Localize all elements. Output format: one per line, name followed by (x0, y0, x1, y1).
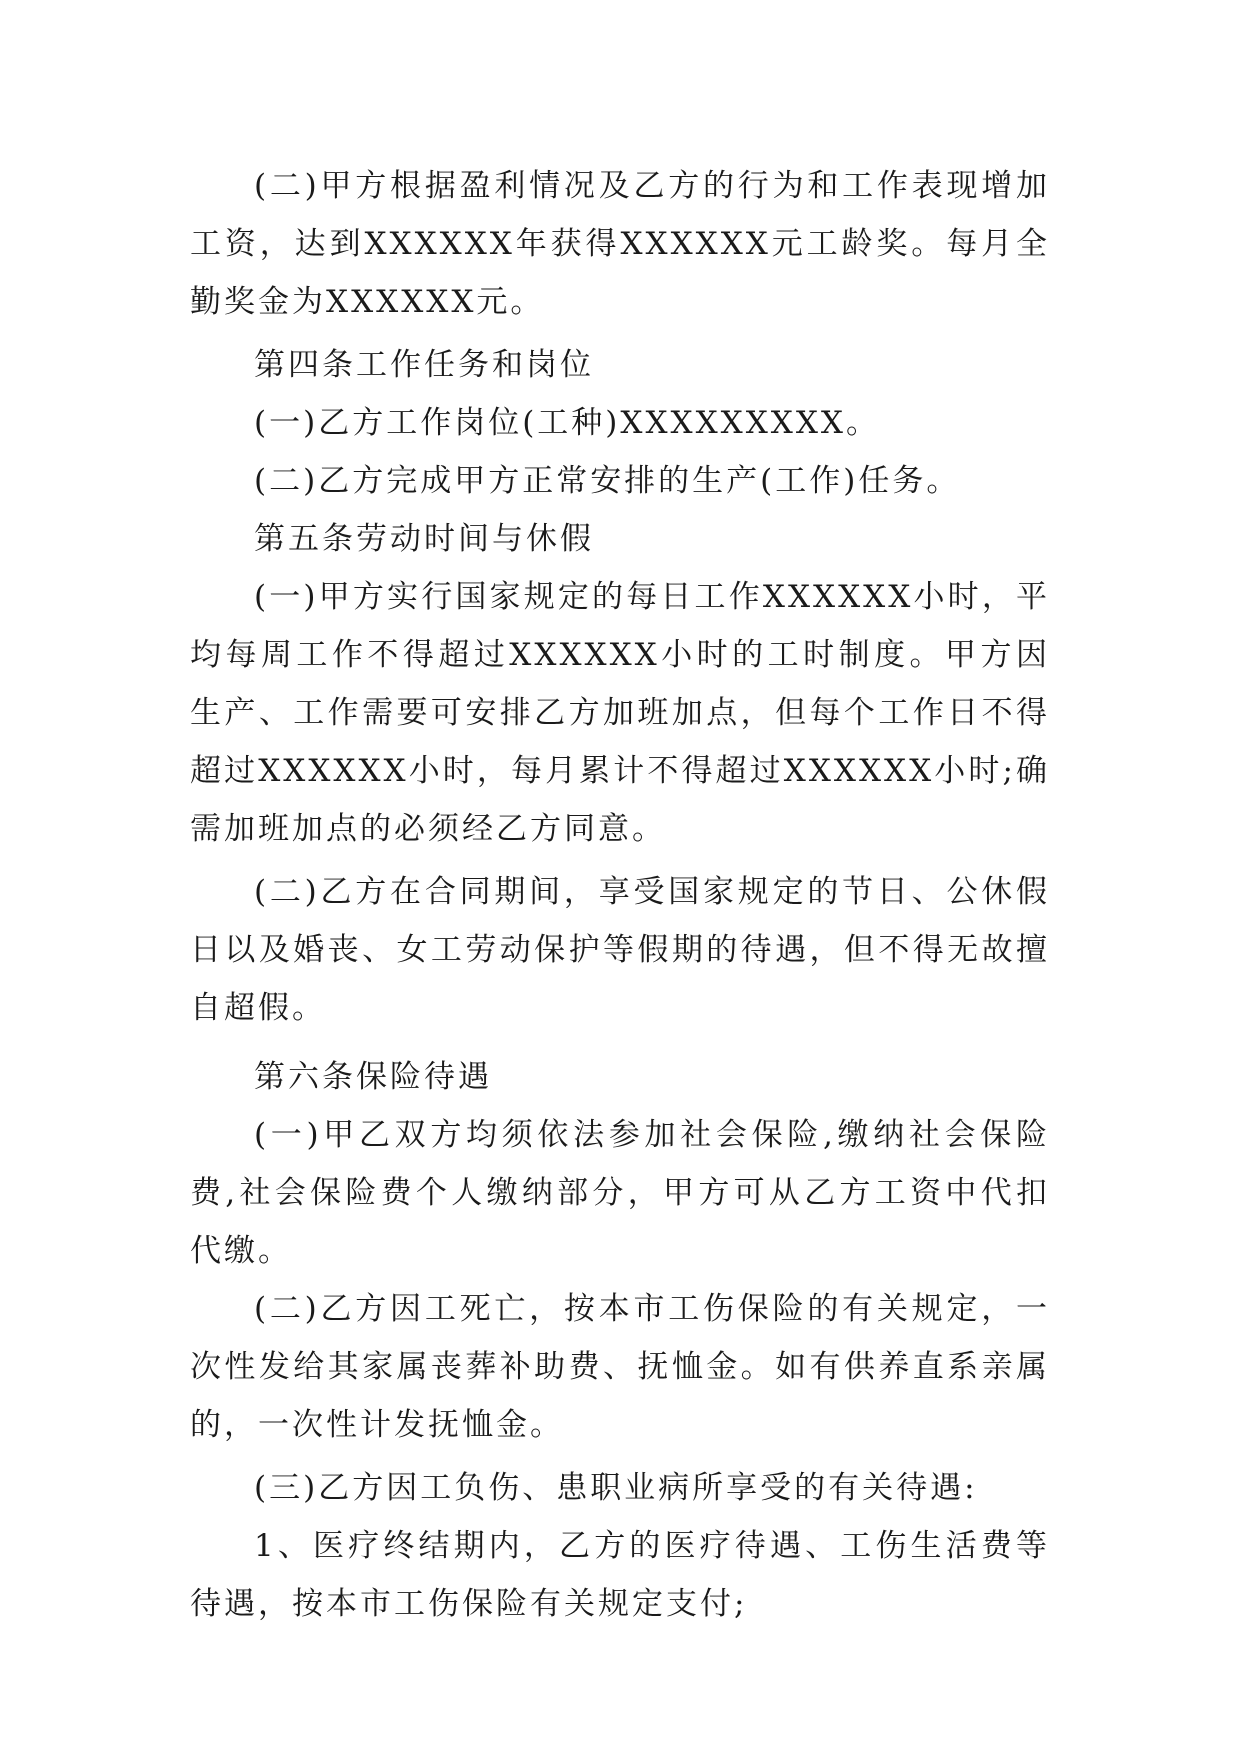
document-body (190, 157, 1050, 1633)
paragraph-job-position: (一)乙方工作岗位(工种)XXXXXXXXX。 (254, 405, 880, 441)
paragraph-holidays: (二)乙方在合同期间，享受国家规定的节日、公休假日以及婚丧、女工劳动保护等假期的待遇，但不得无故擅自超假。 (190, 874, 1050, 1026)
paragraph-injury-benefits: (三)乙方因工负伤、患职业病所享受的有关待遇: (254, 1470, 978, 1506)
paragraph-job-tasks: (二)乙方完成甲方正常安排的生产(工作)任务。 (254, 463, 961, 499)
heading-article-4: 第四条工作任务和岗位 (254, 347, 594, 383)
paragraph-working-hours: (一)甲方实行国家规定的每日工作XXXXXX小时，平均每周工作不得超过XXXXXX小时的工时制度。甲方因生产、工作需要可安排乙方加班加点，但每个工作日不得超过XXXXXX小时，每月累计不得超过XXXXXX小时;确需加班加点的必须经乙方同意。 (190, 579, 1050, 847)
paragraph-social-insurance: (一)甲乙双方均须依法参加社会保险,缴纳社会保险费,社会保险费个人缴纳部分，甲方可从乙方工资中代扣代缴。 (190, 1117, 1050, 1269)
paragraph-medical-period: 1、医疗终结期内，乙方的医疗待遇、工伤生活费等待遇，按本市工伤保险有关规定支付; (190, 1528, 1050, 1622)
heading-article-5: 第五条劳动时间与休假 (254, 521, 594, 557)
paragraph-death-benefits: (二)乙方因工死亡，按本市工伤保险的有关规定，一次性发给其家属丧葬补助费、抚恤金。如有供养直系亲属的，一次性计发抚恤金。 (190, 1291, 1050, 1443)
paragraph-wage-increase: (二)甲方根据盈利情况及乙方的行为和工作表现增加工资，达到XXXXXX年获得XXXXXX元工龄奖。每月全勤奖金为XXXXXX元。 (190, 168, 1050, 320)
heading-article-6: 第六条保险待遇 (254, 1059, 492, 1095)
